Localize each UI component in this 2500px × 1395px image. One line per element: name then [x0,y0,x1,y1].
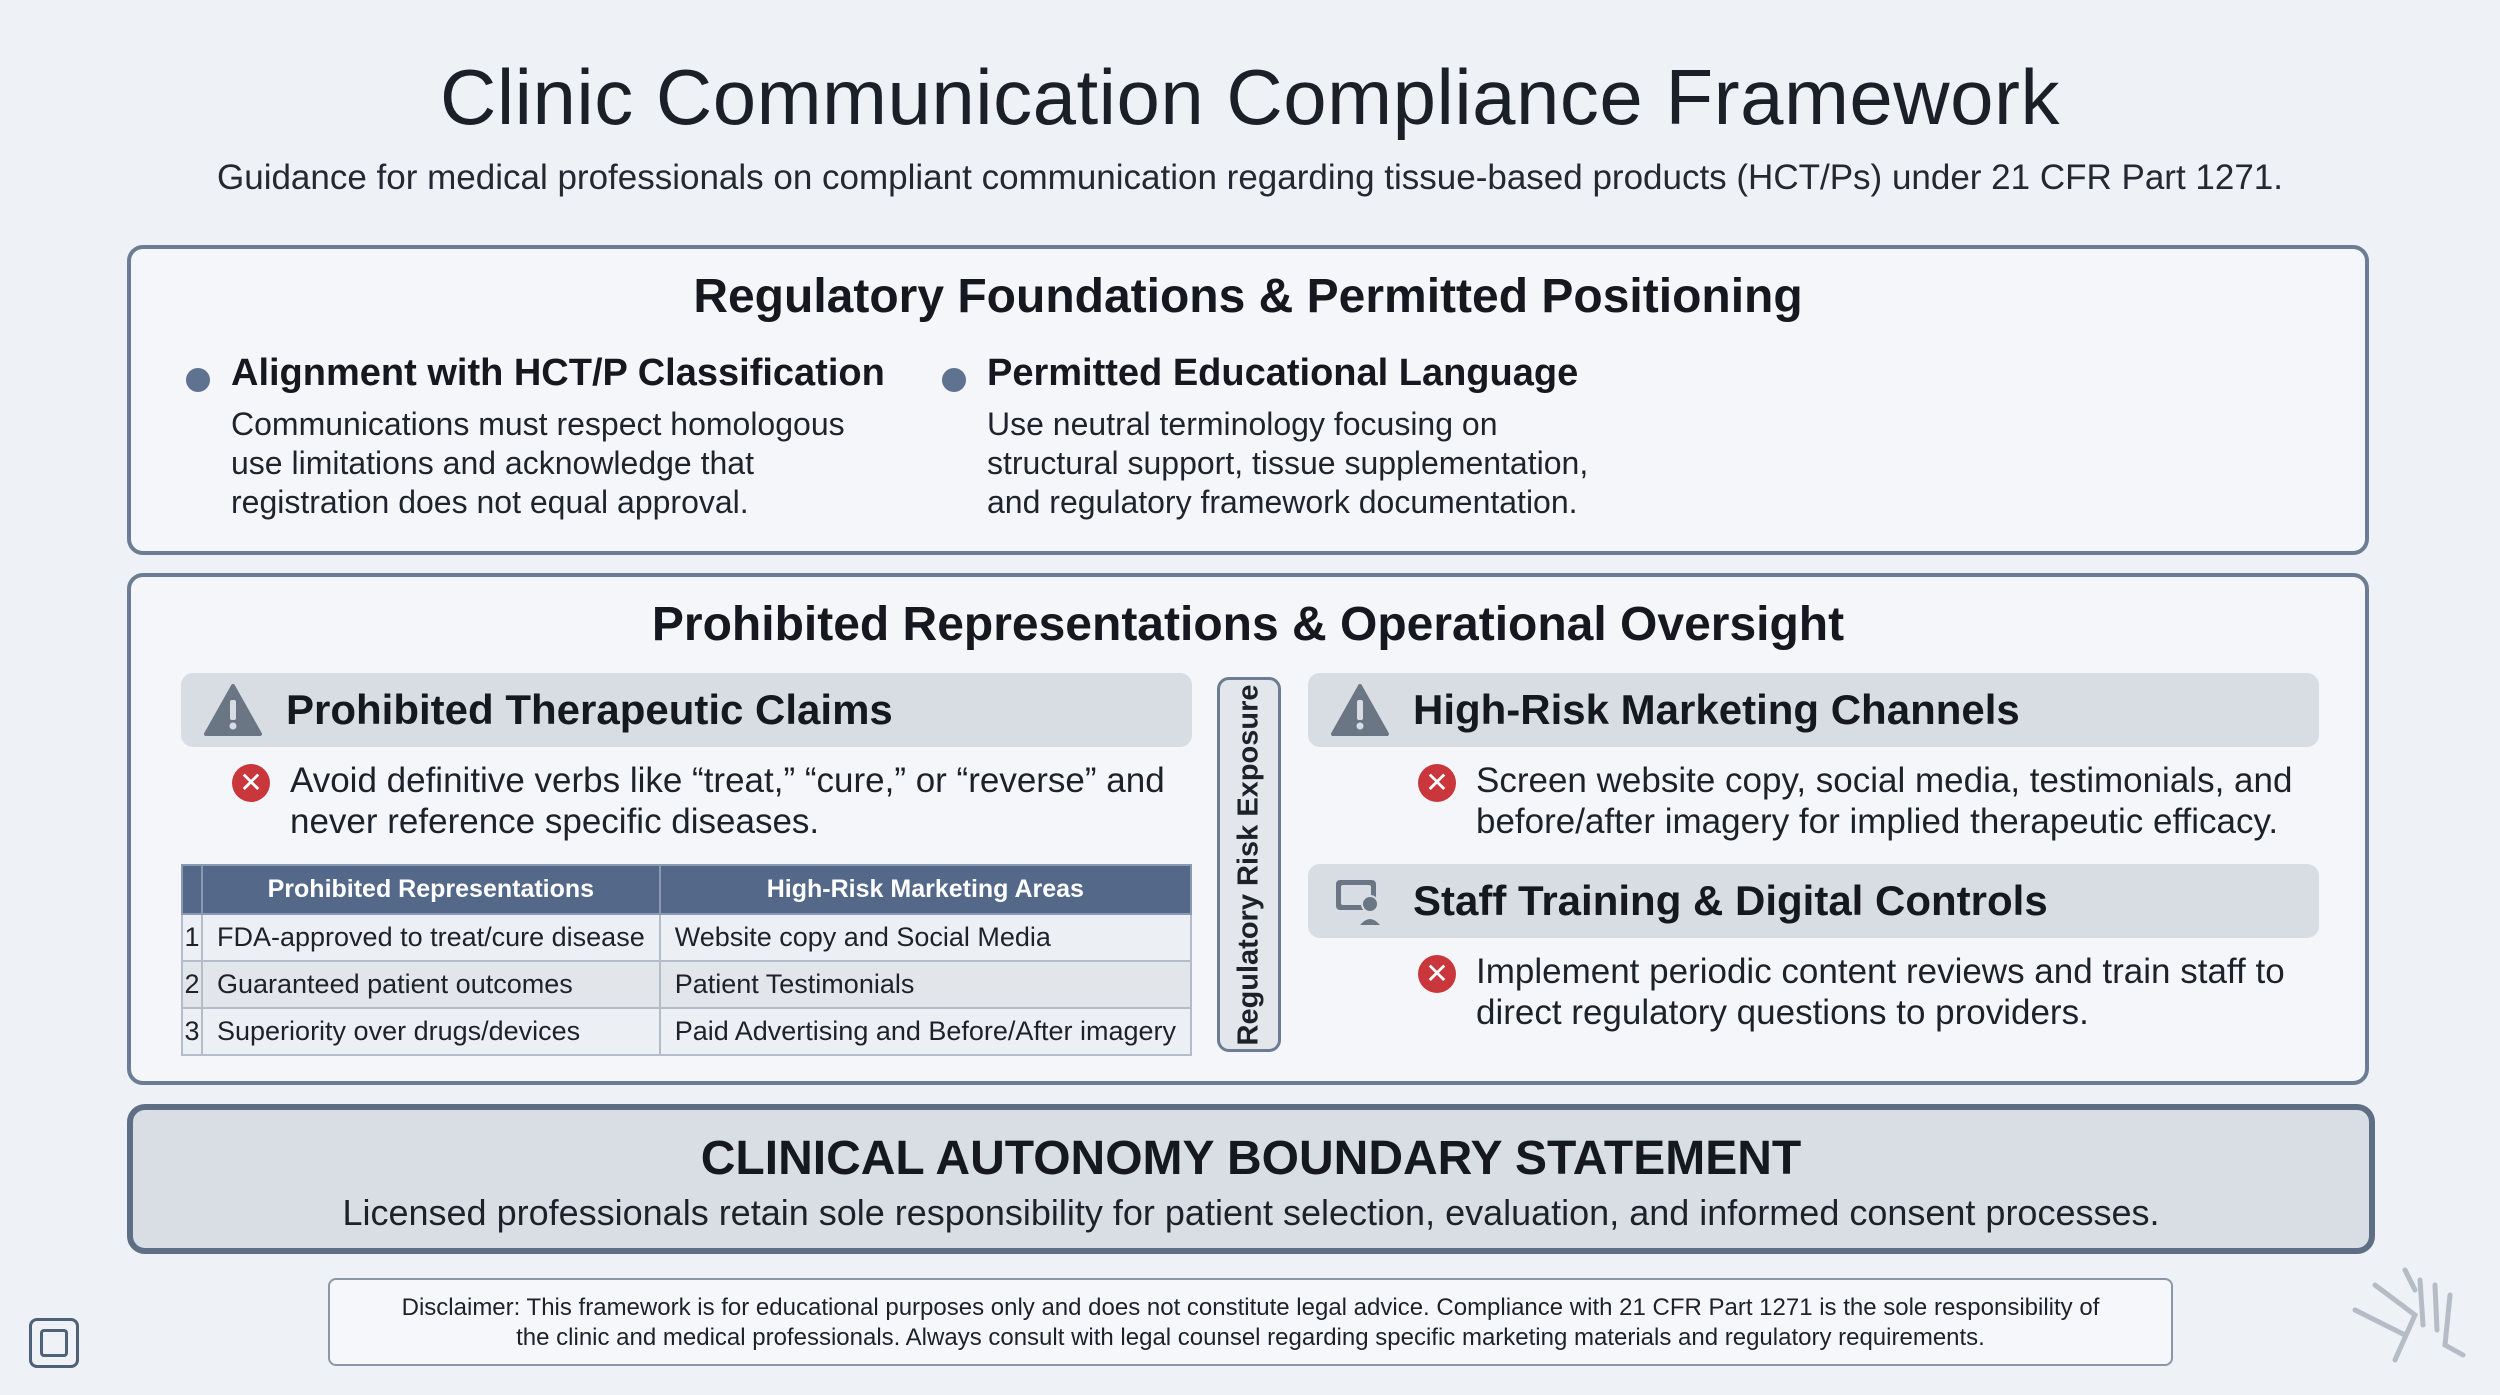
table-cell: Website copy and Social Media [660,914,1191,961]
user-monitor-icon [1330,874,1390,928]
body-line: Implement periodic content reviews and train staff to [1476,952,2285,991]
foundation-item-body [231,405,845,522]
boundary-text: Licensed professionals retain sole responsibility for patient selection, evaluation, and informed consent processes. [342,1192,2160,1233]
claims-text [290,760,1165,842]
table-cell: Guaranteed patient outcomes [202,961,660,1008]
disclaimer-line: Disclaimer: This framework is for educational purposes only and does not constitute legal advice. Compliance with 21 CFR Part 1271 is the sole responsibility of [401,1294,2100,1321]
channels-header [1308,673,2319,747]
table-cell: 2 [182,961,202,1008]
body-line: registration does not equal approval. [231,484,749,520]
body-line: direct regulatory questions to providers. [1476,993,2089,1032]
boundary-title: CLINICAL AUTONOMY BOUNDARY STATEMENT [700,1132,1802,1185]
foundations-panel [127,245,2369,555]
body-line: use limitations and acknowledge that [231,445,754,481]
x-circle-icon: ✕ [1418,955,1456,993]
body-line: never reference specific diseases. [290,802,820,841]
training-text [1476,951,2285,1033]
table-cell: FDA-approved to treat/cure disease [202,914,660,961]
table-row [182,914,1191,961]
training-header [1308,864,2319,938]
table-cell: Patient Testimonials [660,961,1191,1008]
warning-triangle-icon [1330,683,1390,737]
body-line: Avoid definitive verbs like “treat,” “cure,” or “reverse” and [290,761,1165,800]
claims-header [181,673,1192,747]
body-line: before/after imagery for implied therapeutic efficacy. [1476,802,2279,841]
body-line: Screen website copy, social media, testimonials, and [1476,761,2293,800]
disclaimer-line: the clinic and medical professionals. Always consult with legal counsel regarding specific marketing materials and regulatory requirements. [516,1324,1985,1351]
table-row [182,1008,1191,1055]
claims-heading: Prohibited Therapeutic Claims [286,686,893,733]
foundation-item-heading: Permitted Educational Language [987,352,1579,394]
table-cell: Superiority over drugs/devices [202,1008,660,1055]
risk-exposure-label: Regulatory Risk Exposure [1232,684,1265,1045]
table-cell: 1 [182,914,202,961]
training-heading: Staff Training & Digital Controls [1413,877,2048,924]
table-header-row [182,865,1191,914]
warning-triangle-icon [203,683,263,737]
table-header-cell: High-Risk Marketing Areas [660,865,1191,914]
channels-heading: High-Risk Marketing Channels [1413,686,2020,733]
foundation-item-heading: Alignment with HCT/P Classification [231,352,885,394]
watermark-logo-icon [2345,1255,2475,1370]
table-row [182,961,1191,1008]
table-header-cell: Prohibited Representations [202,865,660,914]
foundations-title: Regulatory Foundations & Permitted Positioning [693,270,1803,323]
body-line: and regulatory framework documentation. [987,484,1578,520]
x-circle-icon: ✕ [232,764,270,802]
channels-text [1476,760,2292,842]
risk-exposure-label-box [1217,677,1281,1052]
table-cell: 3 [182,1008,202,1055]
square-app-icon[interactable] [29,1318,79,1368]
body-line: structural support, tissue supplementation, [987,445,1589,481]
bullet-dot-icon [186,368,210,392]
body-line: Communications must respect homologous [231,406,845,442]
page-title: Clinic Communication Compliance Framework [440,53,2060,141]
foundation-item-body [987,405,1588,522]
oversight-title: Prohibited Representations & Operational Oversight [651,598,1845,651]
table-header-cell [182,865,202,914]
prohibited-representations-table [181,864,1192,1056]
table-cell: Paid Advertising and Before/After imagery [660,1008,1191,1055]
page-subtitle: Guidance for medical professionals on compliant communication regarding tissue-based products (HCT/Ps) under 21 CFR Part 1271. [217,158,2283,197]
bullet-dot-icon [942,368,966,392]
x-circle-icon: ✕ [1418,764,1456,802]
boundary-statement [127,1104,2375,1254]
disclaimer [328,1278,2173,1366]
body-line: Use neutral terminology focusing on [987,406,1498,442]
